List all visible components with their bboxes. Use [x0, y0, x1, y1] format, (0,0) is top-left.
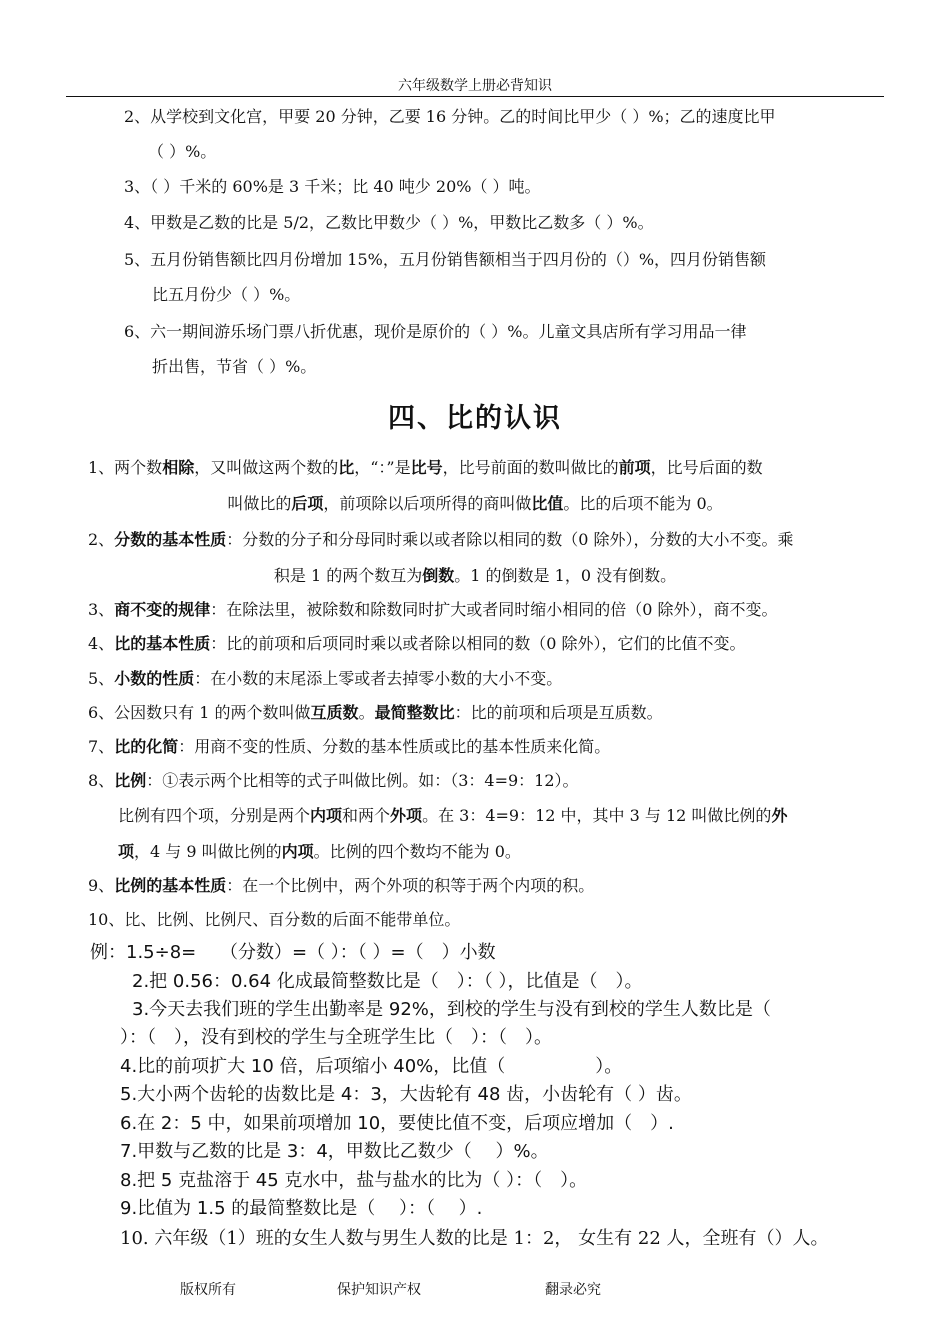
- knowledge-10: 10、比、比例、比例尺、百分数的后面不能带单位。: [88, 910, 461, 929]
- question-3: 3、（ ）千米的 60%是 3 千米；比 40 吨少 20%（ ）吨。: [124, 177, 541, 196]
- question-5-line2: 比五月份少（ ）%。: [152, 285, 301, 304]
- knowledge-1-line1: 1、两个数相除，又叫做这两个数的比，“：”是比号，比号前面的数叫做比的前项，比号后面的数: [88, 458, 763, 477]
- knowledge-1-line2: 叫做比的后项，前项除以后项所得的商叫做比值。比的后项不能为 0。: [227, 494, 723, 513]
- section-title: 四、比的认识: [388, 403, 562, 434]
- question-2-line2: （ ）%。: [148, 142, 217, 161]
- question-6-line2: 折出售，节省（ ）%。: [152, 357, 317, 376]
- knowledge-8-line2: 比例有四个项，分别是两个内项和两个外项。在 3：4=9：12 中，其中 3 与 12 叫做比例的外: [118, 806, 788, 825]
- example-4: 4.比的前项扩大 10 倍，后项缩小 40%，比值（ ）。: [120, 1056, 623, 1077]
- page-header-title: 六年级数学上册必背知识: [398, 78, 552, 94]
- example-1: 例：1.5÷8= （分数）=（ ）：（ ）=（ ）小数: [90, 942, 496, 963]
- knowledge-4: 4、比的基本性质：比的前项和后项同时乘以或者除以相同的数（0 除外），它们的比值不变。: [88, 634, 746, 653]
- example-8: 8.把 5 克盐溶于 45 克水中，盐与盐水的比为（ ）：（ ）。: [120, 1170, 588, 1191]
- footer-no-copy: 翻录必究: [545, 1282, 601, 1298]
- knowledge-2-line1: 2、分数的基本性质：分数的分子和分母同时乘以或者除以相同的数（0 除外），分数的大小不变。乘: [88, 530, 794, 549]
- header-rule: [66, 96, 884, 97]
- knowledge-7: 7、比的化简：用商不变的性质、分数的基本性质或比的基本性质来化简。: [88, 737, 611, 756]
- question-4: 4、甲数是乙数的比是 5/2，乙数比甲数少（ ）%，甲数比乙数多（ ）%。: [124, 213, 654, 232]
- example-2: 2.把 0.56：0.64 化成最简整数比是（ ）：（ ），比值是（ ）。: [132, 971, 643, 992]
- example-6: 6.在 2：5 中，如果前项增加 10，要使比值不变，后项应增加（ ）.: [120, 1113, 674, 1134]
- knowledge-6: 6、公因数只有 1 的两个数叫做互质数。最简整数比：比的前项和后项是互质数。: [88, 703, 663, 722]
- knowledge-8-line1: 8、比例：①表示两个比相等的式子叫做比例。如：（3：4=9：12）。: [88, 771, 579, 790]
- footer-copyright: 版权所有: [180, 1282, 236, 1298]
- example-9: 9.比值为 1.5 的最简整数比是（ ）：（ ）.: [120, 1198, 483, 1219]
- footer-ip-notice: 保护知识产权: [337, 1282, 421, 1298]
- question-5-line1: 5、五月份销售额比四月份增加 15%，五月份销售额相当于四月份的（）%，四月份销售额: [124, 250, 767, 269]
- question-6-line1: 6、六一期间游乐场门票八折优惠，现价是原价的（ ）%。儿童文具店所有学习用品一律: [124, 322, 747, 341]
- example-10: 10. 六年级（1）班的女生人数与男生人数的比是 1：2， 女生有 22 人，全班有（）人。: [120, 1228, 829, 1249]
- question-2-line1: 2、从学校到文化宫，甲要 20 分钟，乙要 16 分钟。乙的时间比甲少（ ）%；乙的速度比甲: [124, 107, 776, 126]
- knowledge-5: 5、小数的性质：在小数的末尾添上零或者去掉零小数的大小不变。: [88, 669, 563, 688]
- knowledge-9: 9、比例的基本性质：在一个比例中，两个外项的积等于两个内项的积。: [88, 876, 595, 895]
- example-3-line2: ）：（ ），没有到校的学生与全班学生比（ ）：（ ）。: [120, 1027, 552, 1048]
- example-7: 7.甲数与乙数的比是 3：4，甲数比乙数少（ ）%。: [120, 1141, 549, 1162]
- knowledge-3: 3、商不变的规律：在除法里，被除数和除数同时扩大或者同时缩小相同的倍（0 除外），商不变。: [88, 600, 778, 619]
- knowledge-8-line3: 项，4 与 9 叫做比例的内项。比例的四个数均不能为 0。: [118, 842, 521, 861]
- knowledge-2-line2: 积是 1 的两个数互为倒数。1 的倒数是 1，0 没有倒数。: [273, 566, 677, 585]
- example-5: 5.大小两个齿轮的齿数比是 4：3，大齿轮有 48 齿，小齿轮有（ ）齿。: [120, 1084, 692, 1105]
- example-3-line1: 3.今天去我们班的学生出勤率是 92%，到校的学生与没有到校的学生人数比是（: [132, 999, 771, 1020]
